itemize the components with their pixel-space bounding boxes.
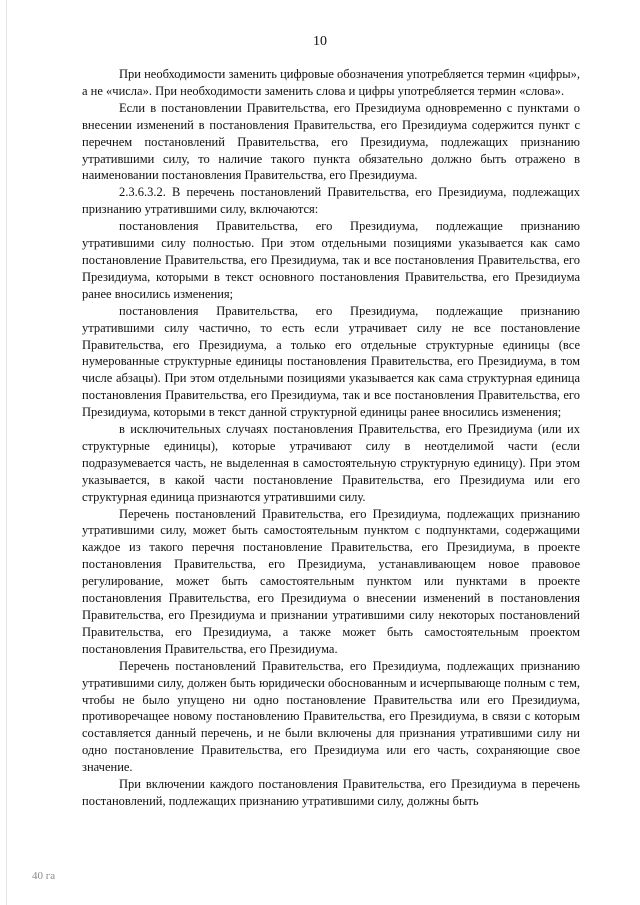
footer-mark: 40 га (32, 870, 56, 882)
paragraph: в исключительных случаях постановления Правительства, его Президиума (или их структурные единицы), которые утрачивают силу в неотделимой части (если подразумевается часть, не выделенная в самостоятельную структурную единицу). При этом указывается, в какой части постановление Правительства, его Президиума или его структурная единица признаются утратившими силу. (82, 422, 580, 504)
paragraph: Перечень постановлений Правительства, его Президиума, подлежащих признанию утратившими силу, должен быть юридически обоснованным и исчерпывающе полным с тем, чтобы не было упущено ни одно постановление Правительства или его Президиума, противоречащее новому постановлению Правительства, его Президиума, в связи с которым составляется данный перечень, и не были включены для признания утратившими силу ни одно постановление Правительства, его Президиума или его часть, сохраняющие свое значение. (82, 658, 580, 775)
paragraph: При включении каждого постановления Правительства, его Президиума в перечень постановлений, подлежащих признанию утратившими силу, должны быть (82, 777, 580, 808)
paragraph: постановления Правительства, его Президиума, подлежащие признанию утратившими силу полностью. При этом отдельными позициями указывается как само постановление Правительства, его Президиума, так и все постановления Правительства, его Президиума, которыми в текст основного постановления Правительства, его Президиума ранее вносились изменения; (82, 219, 580, 301)
paragraph: Перечень постановлений Правительства, его Президиума, подлежащих признанию утратившими силу, может быть самостоятельным пунктом с подпунктами, содержащими каждое из такого перечня постановление Правительства, его Президиума, в проекте постановления Правительства, его Президиума, устанавливающем новое правовое регулирование, может быть самостоятельным пунктом или пунктами в проекте постановления Правительства, его Президиума о внесении изменений в постановления Правительства, его Президиума и признании утратившими силу некоторых постановлений Правительства, его Президиума, а также может быть самостоятельным проектом постановления Правительства, его Президиума. (82, 506, 580, 656)
paragraph: постановления Правительства, его Президиума, подлежащие признанию утратившими силу частично, то есть если утрачивает силу не все постановление Правительства, его Президиума, а только его отдельные структурные единицы (все нумерованные структурные единицы постановления Правительства, его Президиума, в том числе абзацы). При этом отдельными позициями указывается как сама структурная единица постановления Правительства, его Президиума, так и все постановления Правительства, его Президиума, которыми в текст данной структурной единицы ранее вносились изменения; (82, 303, 580, 420)
paragraph: 2.3.6.3.2. В перечень постановлений Правительства, его Президиума, подлежащих признанию утратившими силу, включаются: (82, 185, 580, 217)
body-text (82, 66, 580, 810)
paragraph: При необходимости заменить цифровые обозначения употребляется термин «цифры», а не «числа». При необходимости заменить слова и цифры употребляется термин «слова». (82, 67, 580, 98)
paragraph: Если в постановлении Правительства, его Президиума одновременно с пунктами о внесении изменений в постановления Правительства, его Президиума содержится пункт с перечнем постановлений Правительства, его Президиума, подлежащих признанию утратившими силу, то наличие такого пункта обязательно должно быть отражено в наименовании постановления Правительства, его Президиума. (82, 100, 580, 183)
page-edge (6, 0, 7, 905)
page-number: 10 (313, 34, 327, 49)
